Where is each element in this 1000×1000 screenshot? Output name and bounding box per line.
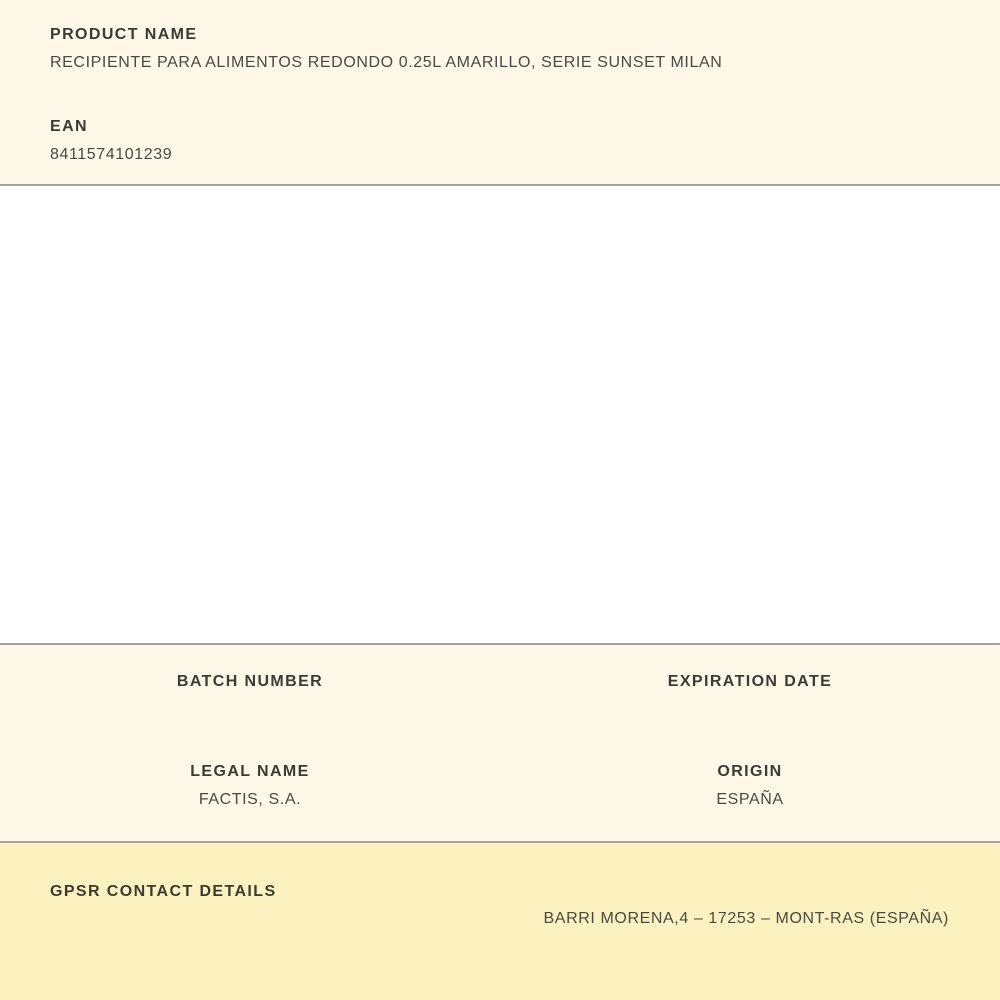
product-image-area <box>0 186 1000 645</box>
legal-name-label: LEGAL NAME <box>190 763 310 780</box>
batch-number-field <box>0 673 500 719</box>
origin-value: ESPAÑA <box>716 791 784 808</box>
details-row-legal-origin <box>0 763 1000 809</box>
expiration-date-field <box>500 673 1000 719</box>
ean-label: EAN <box>50 118 88 135</box>
expiration-date-label: EXPIRATION DATE <box>667 673 833 690</box>
details-row-batch-expiration <box>0 673 1000 719</box>
origin-field <box>500 763 1000 809</box>
product-name-label: PRODUCT NAME <box>50 26 198 43</box>
legal-name-field <box>0 763 500 809</box>
gpsr-contact-section <box>0 843 1000 1000</box>
legal-name-value: FACTIS, S.A. <box>198 791 302 808</box>
product-info-section <box>0 0 1000 186</box>
product-name-value: RECIPIENTE PARA ALIMENTOS REDONDO 0.25L AMARILLO, SERIE SUNSET MILAN <box>50 54 723 71</box>
batch-number-value <box>0 701 500 719</box>
gpsr-contact-heading: GPSR CONTACT DETAILS <box>50 883 277 900</box>
details-section <box>0 645 1000 843</box>
origin-label: ORIGIN <box>717 763 783 780</box>
batch-number-label: BATCH NUMBER <box>176 673 324 690</box>
product-name-field <box>50 26 950 72</box>
gpsr-contact-address: BARRI MORENA,4 – 17253 – MONT-RAS (ESPAÑA) <box>543 910 949 927</box>
ean-field <box>50 118 950 164</box>
ean-value: 8411574101239 <box>50 146 173 163</box>
expiration-date-value <box>500 701 1000 719</box>
